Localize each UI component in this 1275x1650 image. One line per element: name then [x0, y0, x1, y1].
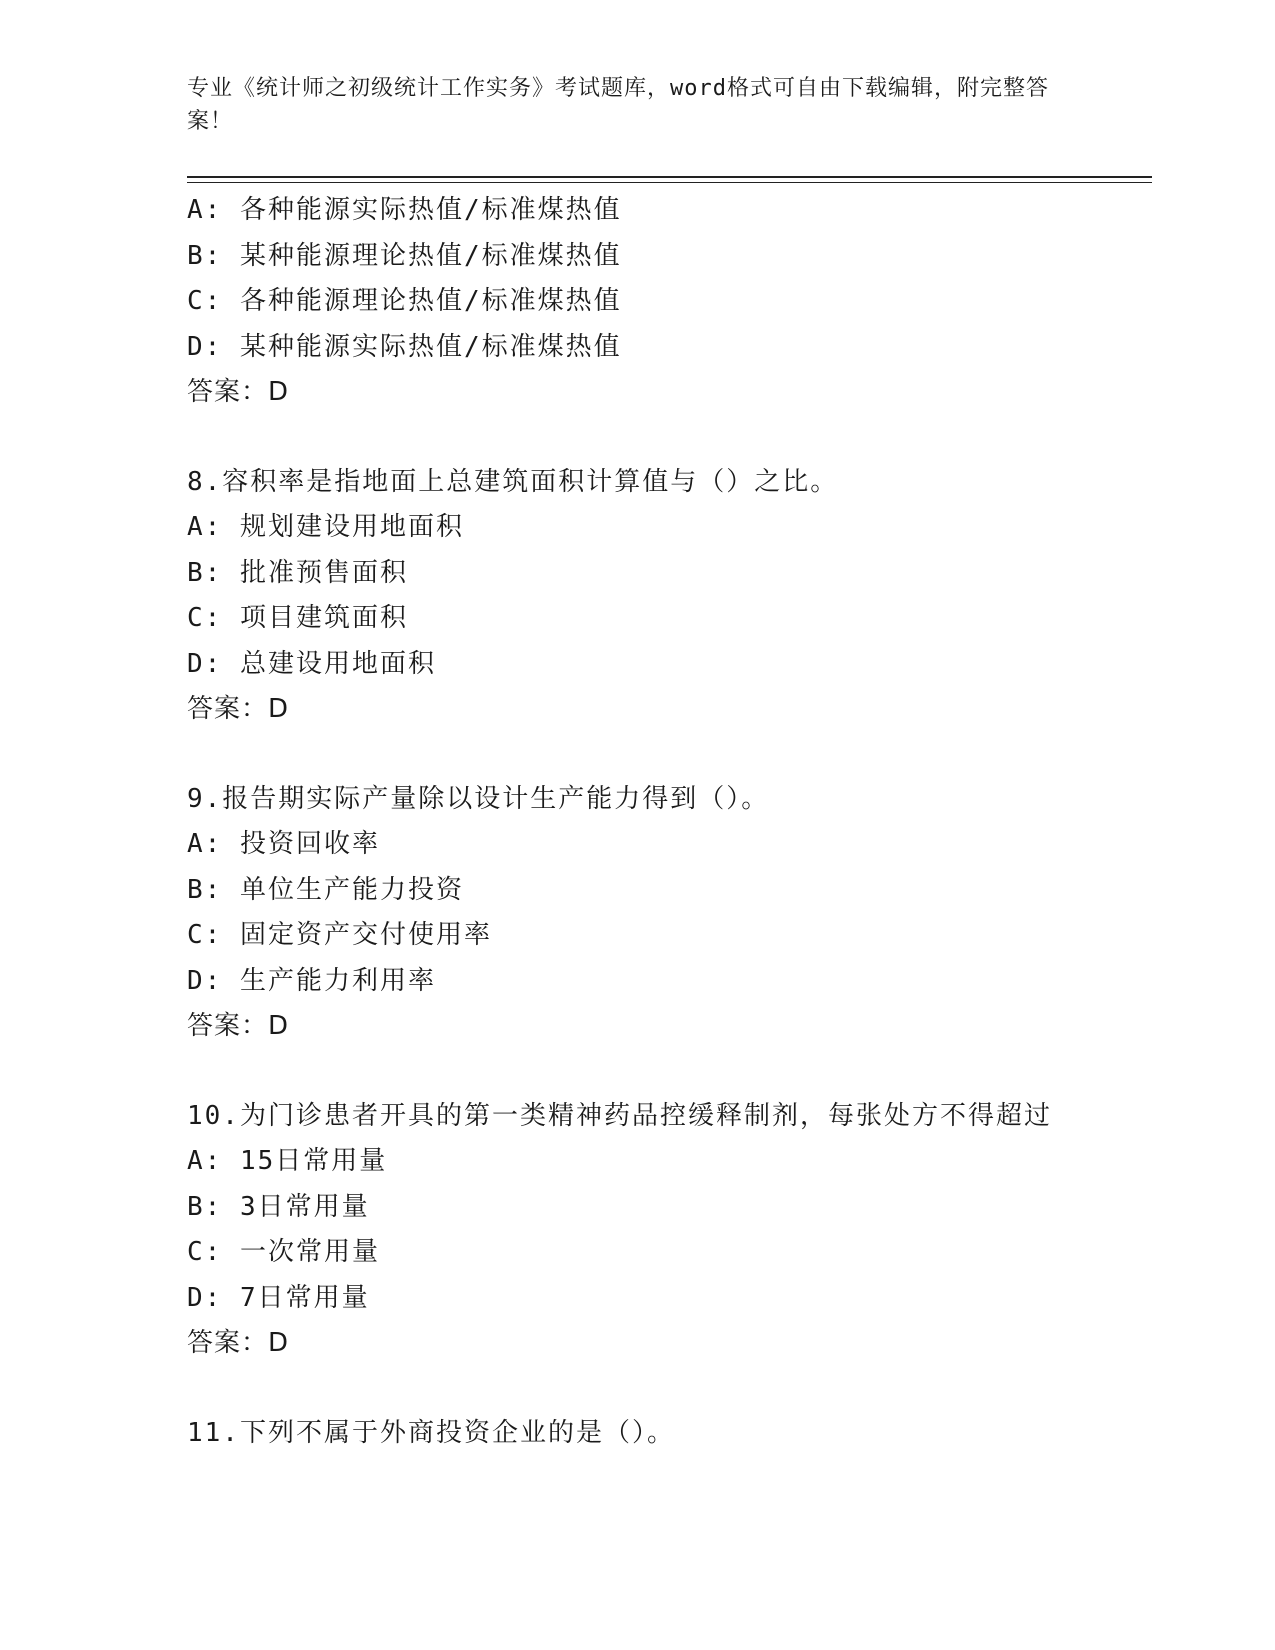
- header-rule-thin: [187, 182, 1152, 183]
- option-a: A: 规划建设用地面积: [187, 512, 464, 542]
- question-text: 9.报告期实际产量除以设计生产能力得到（）。: [187, 783, 770, 814]
- option-d: D: 总建设用地面积: [187, 648, 436, 679]
- option-c: C: 各种能源理论热值/标准煤热值: [187, 286, 622, 316]
- question-text: 10.为门诊患者开具的第一类精神药品控缓释制剂，每张处方不得超过: [187, 1100, 1052, 1131]
- block-gap: [187, 416, 1147, 460]
- question-block: [187, 777, 1147, 1050]
- answer-line: 答案：D: [187, 377, 290, 407]
- answer-line: 答案：D: [187, 1011, 290, 1041]
- option-b: B: 批准预售面积: [187, 557, 408, 588]
- option-a: A: 15日常用量: [187, 1146, 388, 1176]
- question-block: [187, 188, 1147, 416]
- option-b: B: 单位生产能力投资: [187, 874, 464, 905]
- question-list: [187, 188, 1147, 1456]
- option-b: B: 某种能源理论热值/标准煤热值: [187, 240, 622, 271]
- answer-line: 答案：D: [187, 694, 290, 724]
- option-a: A: 各种能源实际热值/标准煤热值: [187, 195, 622, 225]
- option-a: A: 投资回收率: [187, 829, 380, 859]
- question-text: 11.下列不属于外商投资企业的是（）。: [187, 1417, 675, 1448]
- block-gap: [187, 1367, 1147, 1411]
- option-c: C: 固定资产交付使用率: [187, 920, 492, 950]
- option-d: D: 生产能力利用率: [187, 965, 436, 996]
- option-d: D: 7日常用量: [187, 1282, 370, 1313]
- question-block: [187, 1411, 1147, 1457]
- option-b: B: 3日常用量: [187, 1191, 370, 1222]
- block-gap: [187, 1050, 1147, 1094]
- option-c: C: 项目建筑面积: [187, 603, 408, 633]
- header-rule-thick: [187, 176, 1152, 178]
- question-block: [187, 1094, 1147, 1367]
- document-header: 专业《统计师之初级统计工作实务》考试题库，word格式可自由下载编辑，附完整答案！: [187, 76, 1049, 134]
- option-c: C: 一次常用量: [187, 1237, 380, 1267]
- question-text: 8.容积率是指地面上总建筑面积计算值与（）之比。: [187, 466, 839, 497]
- block-gap: [187, 733, 1147, 777]
- question-block: [187, 460, 1147, 733]
- answer-line: 答案：D: [187, 1328, 290, 1358]
- option-d: D: 某种能源实际热值/标准煤热值: [187, 331, 622, 362]
